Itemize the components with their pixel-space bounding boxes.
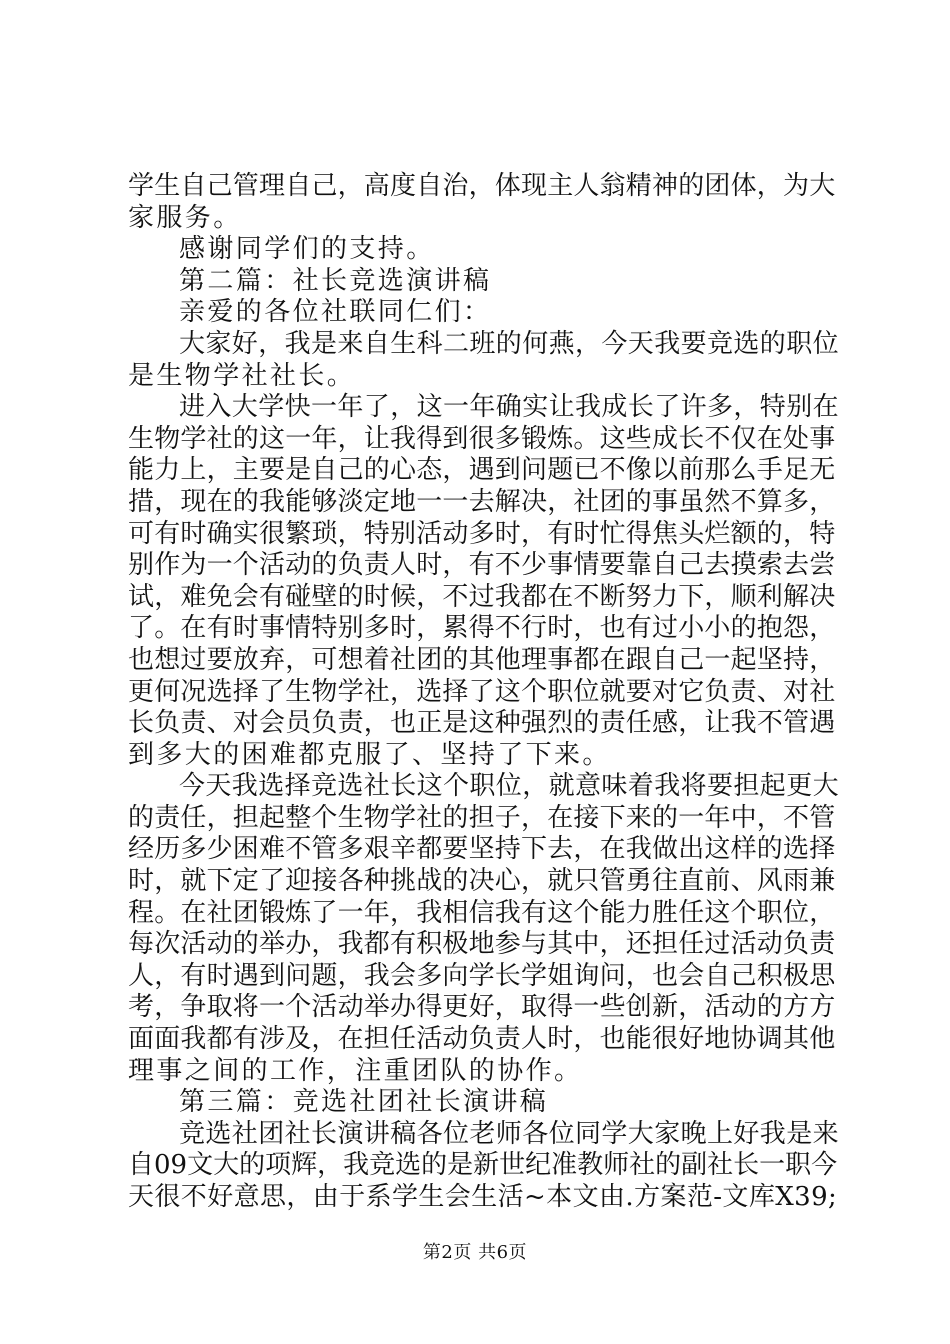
text-line: 别作为一个活动的负责人时，有不少事情要靠自己去摸索去尝 [128, 550, 836, 581]
text-line: 进入大学快一年了，这一年确实让我成长了许多，特别在 [179, 392, 840, 423]
text-line: 了。在有时事情特别多时，累得不行时，也有过小小的抱怨， [128, 613, 836, 644]
document-body [128, 171, 840, 1214]
text-line: 家服务。 [128, 202, 242, 233]
text-line: 亲爱的各位社联同仁们： [179, 297, 492, 328]
text-line: 每次活动的举办，我都有积极地参与其中，还担任过活动负责 [128, 929, 836, 960]
text-line: 生物学社的这一年，让我得到很多锻炼。这些成长不仅在处事 [128, 423, 836, 454]
text-line: 试，难免会有碰壁的时候，不过我都在不断努力下，顺利解决 [128, 581, 836, 612]
text-line: 人，有时遇到问题，我会多向学长学姐询问，也会自己积极思 [128, 960, 836, 991]
text-line: 到多大的困难都克服了、坚持了下来。 [128, 739, 611, 770]
text-line: 考，争取将一个活动举办得更好，取得一些创新，活动的方方 [128, 992, 836, 1023]
text-line: 程。在社团锻炼了一年，我相信我有这个能力胜任这个职位， [128, 897, 836, 928]
text-line: 面面我都有涉及，在担任活动负责人时，也能很好地协调其他 [128, 1024, 836, 1055]
text-line: 第三篇：竞选社团社长演讲稿 [179, 1087, 549, 1118]
text-line: 长负责、对会员负责，也正是这种强烈的责任感，让我不管遇 [128, 708, 836, 739]
text-line: 也想过要放弃，可想着社团的其他理事都在跟自己一起坚持， [128, 644, 836, 675]
text-line: 今天我选择竞选社长这个职位，就意味着我将要担起更大 [179, 771, 840, 802]
text-line: 第二篇：社长竞选演讲稿 [179, 265, 492, 296]
text-line: 感谢同学们的支持。 [179, 234, 435, 265]
text-line: 措，现在的我能够淡定地一一去解决，社团的事虽然不算多， [128, 486, 836, 517]
text-line: 学生自己管理自己，高度自治，体现主人翁精神的团体，为大 [128, 171, 836, 201]
text-line: 的责任，担起整个生物学社的担子，在接下来的一年中，不管 [128, 802, 836, 833]
text-line: 可有时确实很繁琐，特别活动多时，有时忙得焦头烂额的，特 [128, 518, 836, 549]
text-line: 能力上，主要是自己的心态，遇到问题已不像以前那么手足无 [128, 455, 836, 486]
text-line: 时，就下定了迎接各种挑战的决心，就只管勇往直前、风雨兼 [128, 866, 836, 897]
text-line: 经历多少困难不管多艰辛都要坚持下去，在我做出这样的选择 [128, 834, 836, 865]
text-line: 更何况选择了生物学社，选择了这个职位就要对它负责、对社 [128, 676, 836, 707]
text-line: 大家好，我是来自生科二班的何燕，今天我要竞选的职位 [179, 328, 840, 359]
text-line: 天很不好意思，由于系学生会生活~本文由.方案范-文库X39; [128, 1182, 838, 1212]
text-line: 理事之间的工作，注重团队的协作。 [128, 1055, 583, 1086]
text-line: 是生物学社社长。 [128, 360, 356, 391]
text-line: 自09文大的项辉，我竞选的是新世纪准教师社的副社长一职今 [128, 1150, 838, 1181]
page-footer: 第2页 共6页 [422, 1242, 528, 1263]
text-line: 竞选社团社长演讲稿各位老师各位同学大家晚上好我是来 [179, 1118, 840, 1149]
